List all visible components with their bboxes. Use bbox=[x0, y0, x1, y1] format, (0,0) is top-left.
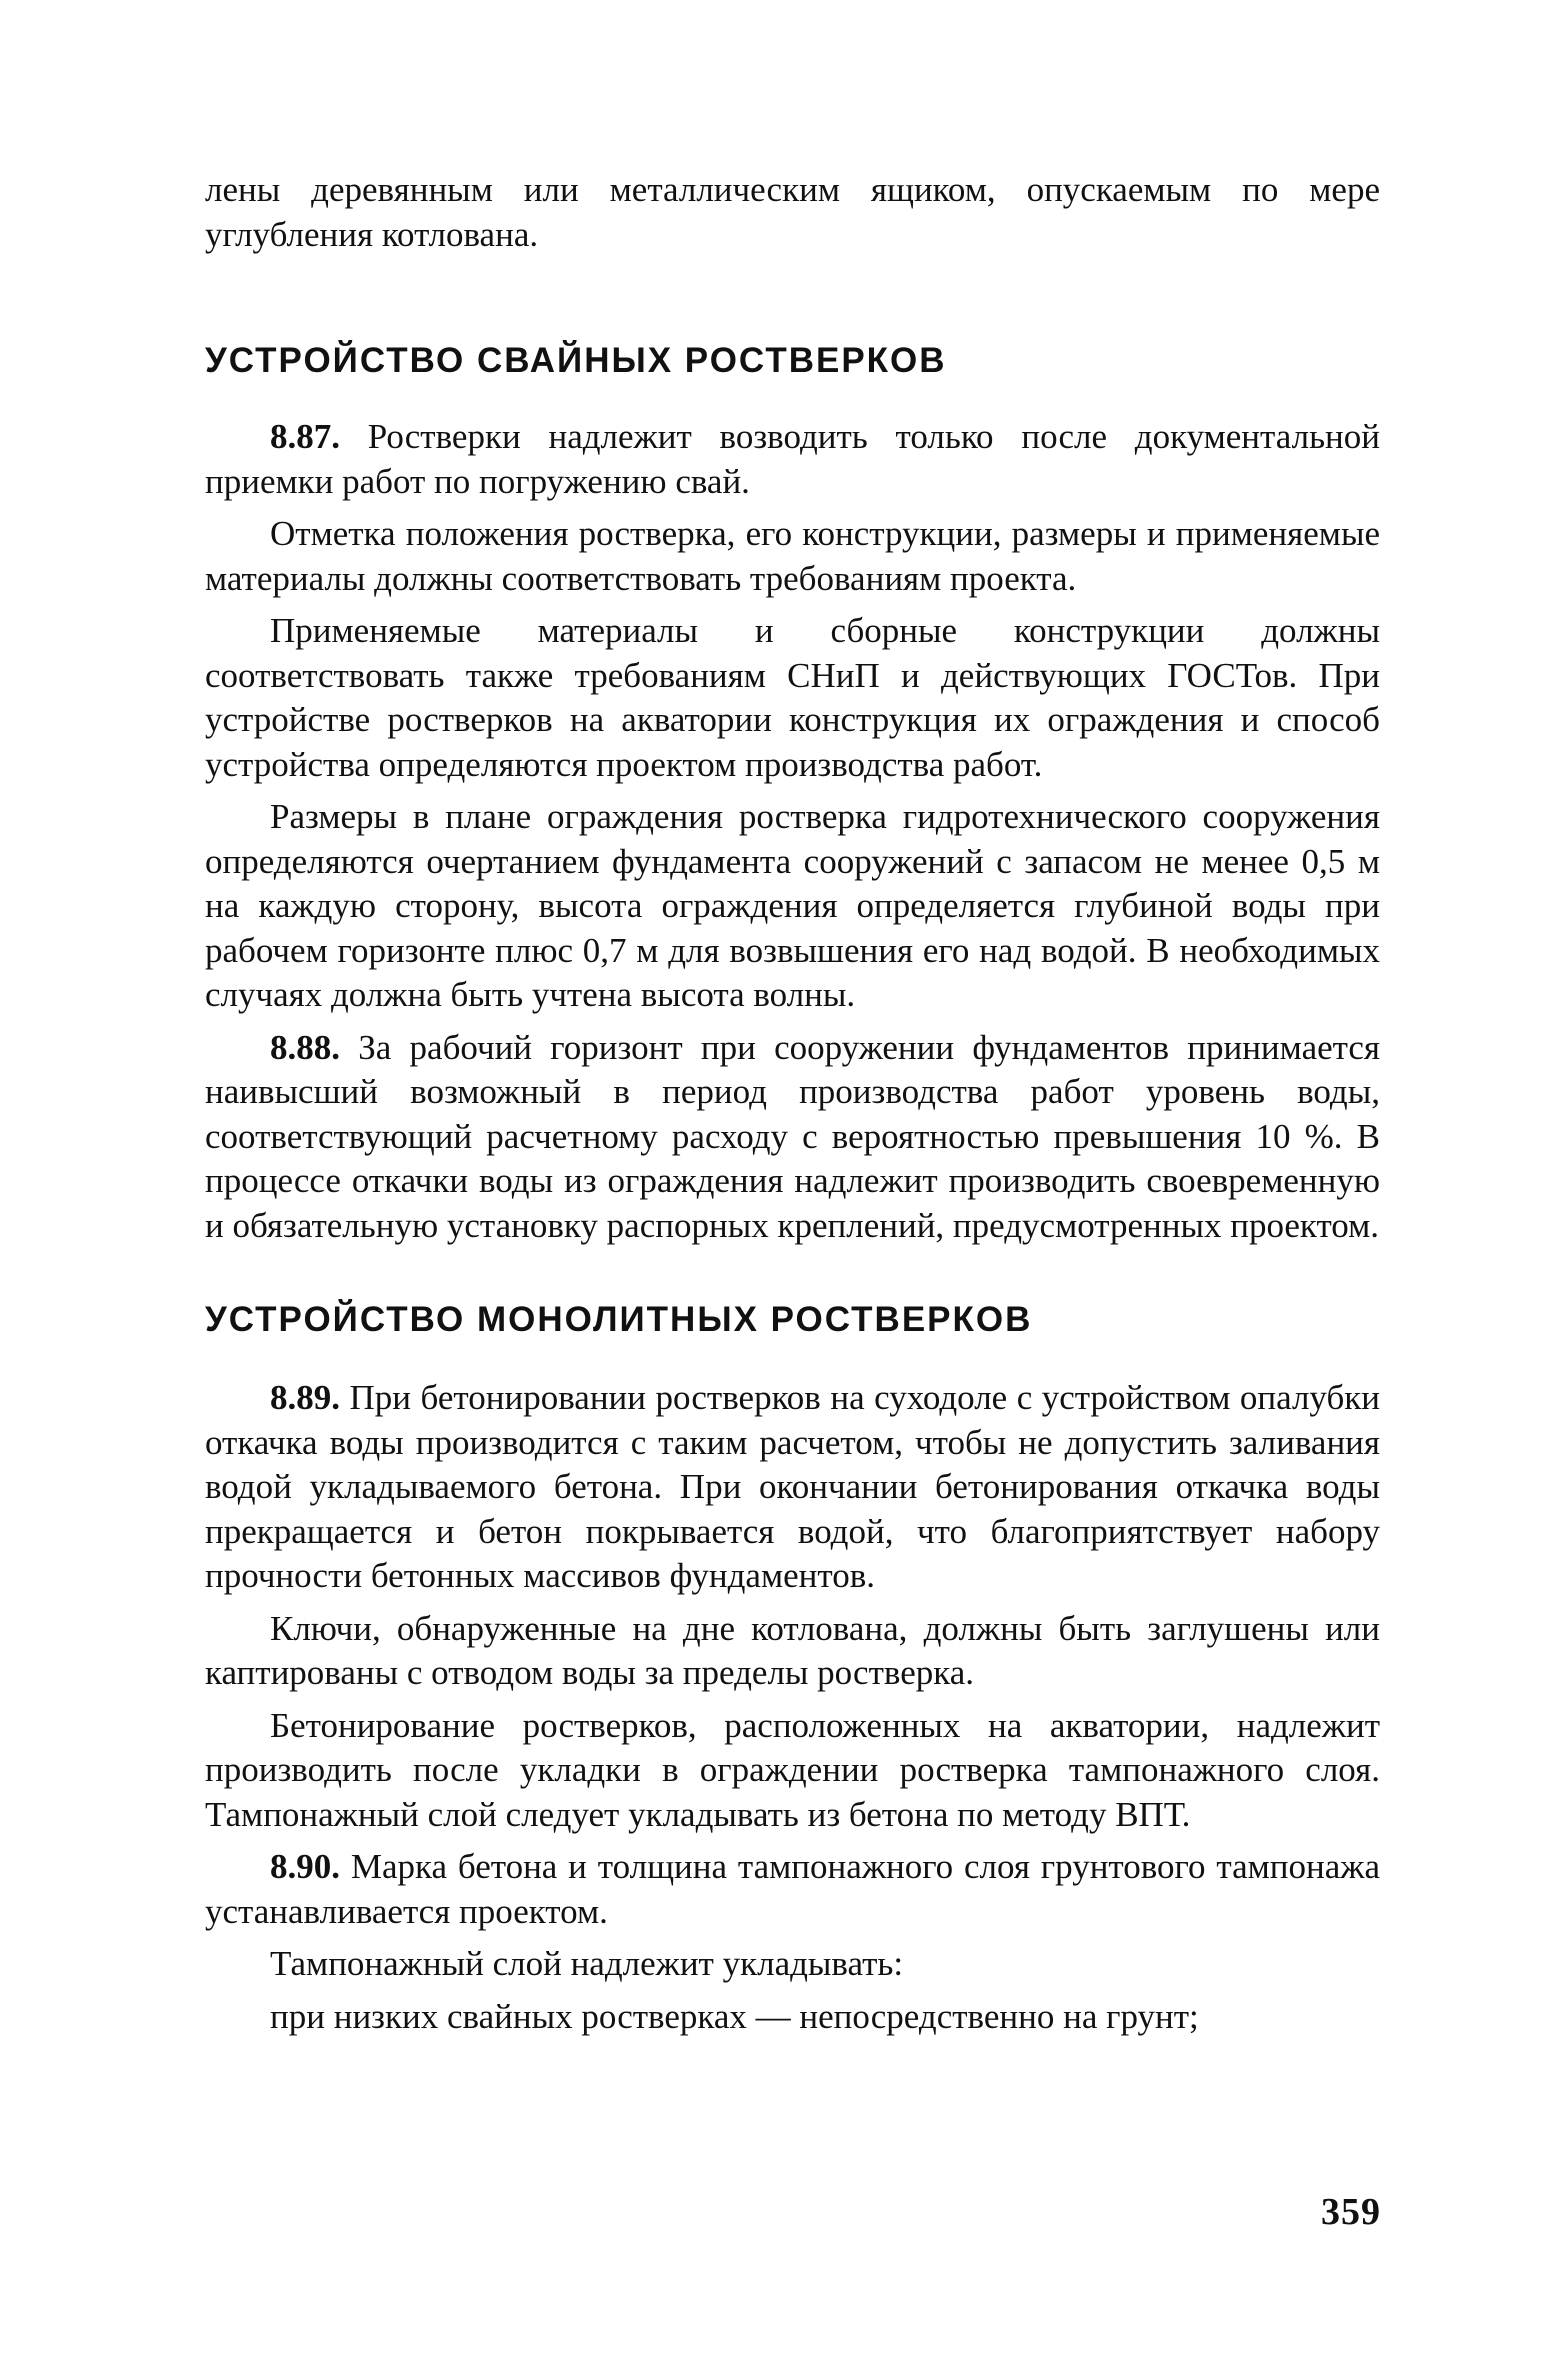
paragraph-tamping-layer: Тампонажный слой надлежит укладывать: bbox=[270, 1944, 904, 1983]
paragraph-enclosure-sizes: Размеры в плане ограждения ростверка гидротехнического сооружения определяются очертанием фундамента сооружений с запасом не менее 0,5 м на каждую сторону, высота ограждения определяется глубиной воды при рабочем горизонте плюс 0,7 м для возвышения его над водой. В необходимых случаях должна быть учтена высота волны. bbox=[205, 797, 1380, 1014]
clause-text: Ростверки надлежит возводить только после документальной приемки работ по погружению свай. bbox=[205, 417, 1380, 501]
section-heading-pile-grillages: УСТРОЙСТВО СВАЙНЫХ РОСТВЕРКОВ bbox=[205, 341, 947, 380]
paragraph-springs: Ключи, обнаруженные на дне котлована, должны быть заглушены или каптированы с отводом воды за пределы ростверка. bbox=[205, 1608, 1380, 1692]
section-heading-monolithic-grillages: УСТРОЙСТВО МОНОЛИТНЫХ РОСТВЕРКОВ bbox=[205, 1300, 1033, 1339]
clause-text: Марка бетона и толщина тампонажного слоя грунтового тампонажа устанавливается проектом. bbox=[205, 1847, 1380, 1931]
clause-8-90 bbox=[205, 1845, 1380, 1934]
paragraph-grillage-marking: Отметка положения ростверка, его конструкции, размеры и применяемые материалы должны соответствовать требованиям проекта. bbox=[205, 514, 1380, 598]
clause-number: 8.90. bbox=[270, 1847, 340, 1886]
clause-text: За рабочий горизонт при сооружении фундаментов принимается наивысший возможный в период производства работ уровень воды, соответствующий расчетному расходу с вероятностью превышения 10 %. В процессе откачки воды из ограждения надлежит производить своевременную и обязательную установку распорных креплений, предусмотренных проектом. bbox=[205, 1027, 1380, 1245]
clause-number: 8.88. bbox=[270, 1027, 340, 1067]
clause-8-87 bbox=[205, 415, 1380, 504]
clause-number: 8.89. bbox=[270, 1378, 340, 1417]
clause-8-89 bbox=[205, 1376, 1380, 1599]
paragraph-materials: Применяемые материалы и сборные конструкции должны соответствовать также требованиям СНиП и действующих ГОСТов. При устройстве ростверков на акватории конструкция их ограждения и способ устройства определяются проектом производства работ. bbox=[205, 611, 1380, 784]
lead-paragraph: лены деревянным или металлическим ящиком, опускаемым по мере углубления котлована. bbox=[205, 170, 1380, 254]
page-body bbox=[205, 168, 1380, 2039]
clause-8-88 bbox=[205, 1026, 1380, 1249]
paragraph-low-grillages: при низких свайных ростверках — непосредственно на грунт; bbox=[270, 1996, 1199, 2036]
page-number: 359 bbox=[1321, 2191, 1381, 2233]
paragraph-concreting: Бетонирование ростверков, расположенных на акватории, надлежит производить после укладки в ограждении ростверка тампонажного слоя. Тампонажный слой следует укладывать из бетона по методу ВПТ. bbox=[205, 1705, 1380, 1834]
clause-number: 8.87. bbox=[270, 417, 340, 456]
clause-text: При бетонировании ростверков на суходоле с устройством опалубки откачка воды производится с таким расчетом, чтобы не допустить заливания водой укладываемого бетона. При окончании бетонирования откачка воды прекращается и бетон покрывается водой, что благоприятствует набору прочности бетонных массивов фундаментов. bbox=[205, 1378, 1380, 1595]
